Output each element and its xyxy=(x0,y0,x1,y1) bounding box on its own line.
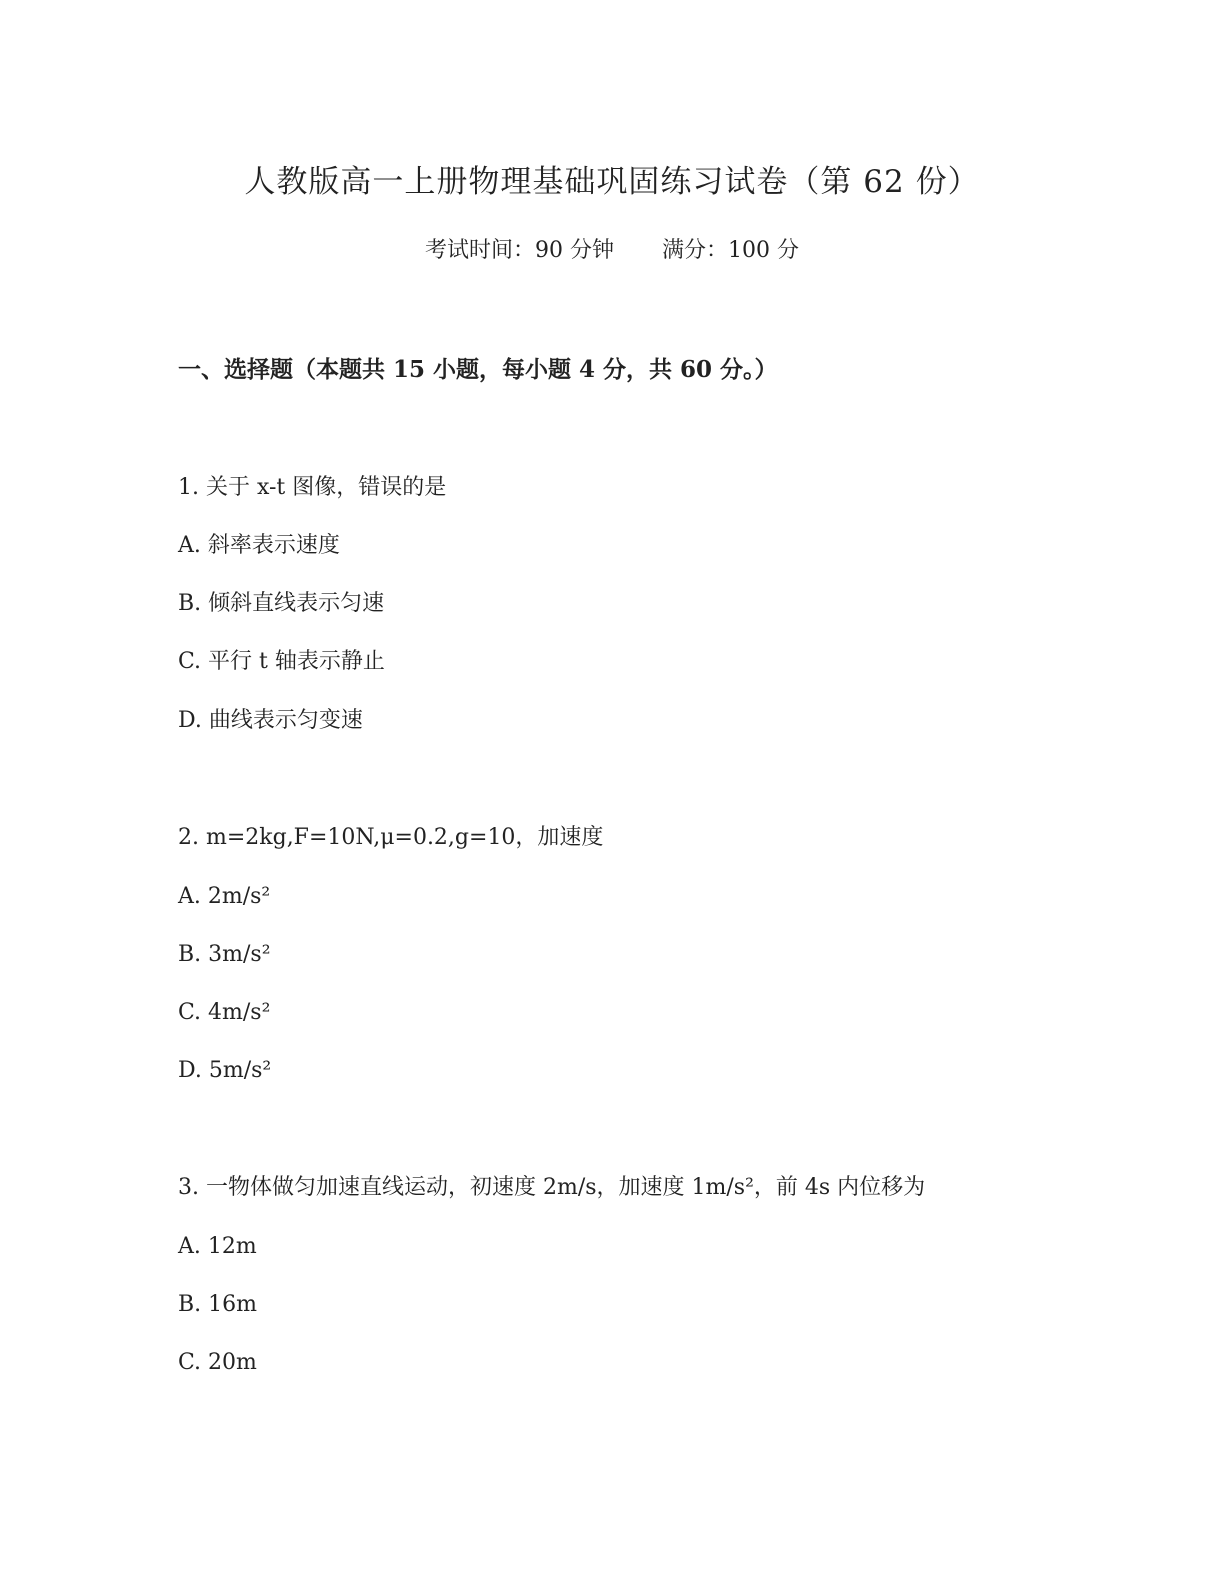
question-2-option-a: A. 2m/s² xyxy=(178,884,271,909)
question-1-stem: 1. 关于 x-t 图像，错误的是 xyxy=(178,475,447,500)
page-title: 人教版高一上册物理基础巩固练习试卷（第 62 份） xyxy=(244,164,980,200)
question-3-option-c: C. 20m xyxy=(178,1350,257,1375)
question-2-option-b: B. 3m/s² xyxy=(178,942,271,967)
question-1-option-d: D. 曲线表示匀变速 xyxy=(178,708,363,733)
full-score: 满分：100 分 xyxy=(662,238,799,263)
question-2-option-d: D. 5m/s² xyxy=(178,1058,272,1083)
exam-info xyxy=(0,234,1224,268)
question-1-option-c: C. 平行 t 轴表示静止 xyxy=(178,649,385,674)
exam-time: 考试时间：90 分钟 xyxy=(425,238,614,263)
question-2-option-c: C. 4m/s² xyxy=(178,1000,271,1025)
question-2-stem: 2. m=2kg,F=10N,μ=0.2,g=10，加速度 xyxy=(178,825,604,850)
section-heading: 一、选择题（本题共 15 小题，每小题 4 分，共 60 分。） xyxy=(178,356,778,383)
question-3-option-b: B. 16m xyxy=(178,1292,258,1317)
question-1-option-a: A. 斜率表示速度 xyxy=(178,533,340,558)
question-1-option-b: B. 倾斜直线表示匀速 xyxy=(178,591,385,616)
question-3-option-a: A. 12m xyxy=(178,1234,257,1259)
question-3-stem: 3. 一物体做匀加速直线运动，初速度 2m/s，加速度 1m/s²，前 4s 内位移为 xyxy=(178,1175,926,1200)
